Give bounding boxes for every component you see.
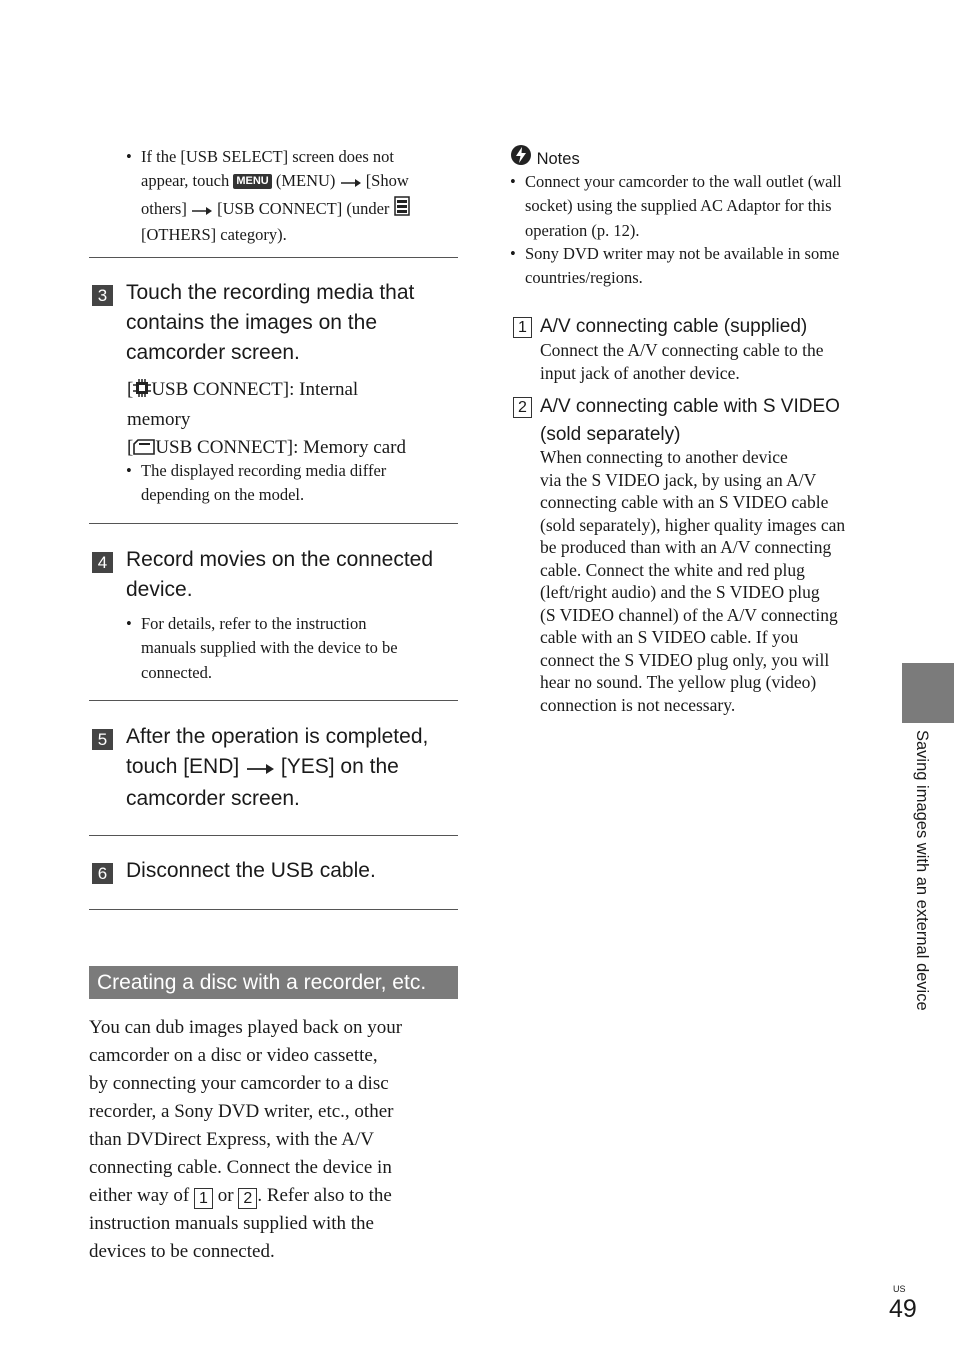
chapter-label: Saving images with an external device xyxy=(913,730,931,1011)
divider xyxy=(89,523,458,524)
internal-memory-option: [ USB CONNECT]: Internal xyxy=(127,376,462,406)
step-3-badge: 3 xyxy=(92,285,113,306)
item-1-ref: 1 xyxy=(194,1188,213,1209)
note-1: • Connect your camcorder to the wall outlet (wall socket) using the supplied AC Adaptor for this operation (p. 12). xyxy=(510,172,842,240)
item-1-title: A/V connecting cable (supplied) xyxy=(540,316,808,337)
step-3-note: • The displayed recording media differ depending on the model. xyxy=(126,461,387,505)
step-3-title: Touch the recording media that contains the images on the camcorder screen. xyxy=(126,281,415,364)
step-4-badge: 4 xyxy=(92,552,113,573)
bullet-dot: • xyxy=(126,147,132,166)
arrow-right-icon xyxy=(340,171,362,195)
section-body: You can dub images played back on your camcorder on a disc or video cassette, by connecting your camcorder to a disc recorder, a Sony DVD writer, etc., other than DVDirect Express, with the A/V connecting cable. Connect the device in either way of 1 or 2 . Refer also to the instruction manuals supplied with the devices to be connected. xyxy=(89,1017,403,1262)
note-2: • Sony DVD writer may not be available in some countries/regions. xyxy=(510,244,840,288)
region-code: US xyxy=(893,1284,906,1294)
divider xyxy=(89,909,458,910)
item-2-title: A/V connecting cable with S VIDEO (sold separately) xyxy=(540,396,840,445)
notes-heading: Notes xyxy=(510,144,580,173)
item-2-ref: 2 xyxy=(238,1188,257,1209)
item-2-badge: 2 xyxy=(513,397,532,418)
page-number: 49 xyxy=(889,1295,917,1323)
step-5-badge: 5 xyxy=(92,729,113,750)
item-1-badge: 1 xyxy=(513,317,532,338)
chapter-tab xyxy=(902,663,954,723)
usb-select-note xyxy=(126,145,461,247)
note-line-2: appear, touch MENU (MENU) [Show xyxy=(141,169,461,195)
notes-icon xyxy=(510,144,532,173)
note-line-3: others] [USB CONNECT] (under xyxy=(141,196,461,223)
note-line-1: If the [USB SELECT] screen does not xyxy=(141,147,394,166)
section-heading: Creating a disc with a recorder, etc. xyxy=(89,966,458,999)
divider xyxy=(89,835,458,836)
media-options: [ USB CONNECT]: Internal memory [ USB CONNECT]: Memory card xyxy=(127,376,462,464)
memory-card-option: [ USB CONNECT]: Memory card xyxy=(127,434,462,464)
step-6-title: Disconnect the USB cable. xyxy=(126,859,376,882)
divider xyxy=(89,257,458,258)
menu-button-icon: MENU xyxy=(233,174,271,189)
arrow-right-icon xyxy=(191,199,213,223)
step-5-title: After the operation is completed, touch [END] [YES] on the camcorder screen. xyxy=(126,725,429,810)
bullet-dot: • xyxy=(126,461,132,480)
arrow-right-icon xyxy=(245,754,275,784)
bullet-dot: • xyxy=(510,172,516,191)
item-2-body: When connecting to another device via the S VIDEO jack, by using an A/V connecting cable with an S VIDEO cable (sold separately), higher quality images can be produced than with an A/V connecting cable. Connect the white and red plug (left/right audio) and the S VIDEO plug (S VIDEO channel) of the A/V connecting cable with an S VIDEO cable. If you connect the S VIDEO plug only, you will hear no sound. The yellow plug (video) connection is not necessary. xyxy=(540,447,846,715)
item-1-body: Connect the A/V connecting cable to the input jack of another device. xyxy=(540,340,824,383)
step-4-title: Record movies on the connected device. xyxy=(126,548,434,601)
internal-memory-icon xyxy=(133,378,151,406)
step-6-badge: 6 xyxy=(92,863,113,884)
step-4-note: • For details, refer to the instruction manuals supplied with the device to be connected. xyxy=(126,614,398,682)
bullet-dot: • xyxy=(126,614,132,633)
others-category-icon xyxy=(394,196,410,223)
divider xyxy=(89,700,458,701)
bullet-dot: • xyxy=(510,244,516,263)
note-line-4: [OTHERS] category). xyxy=(141,224,287,244)
